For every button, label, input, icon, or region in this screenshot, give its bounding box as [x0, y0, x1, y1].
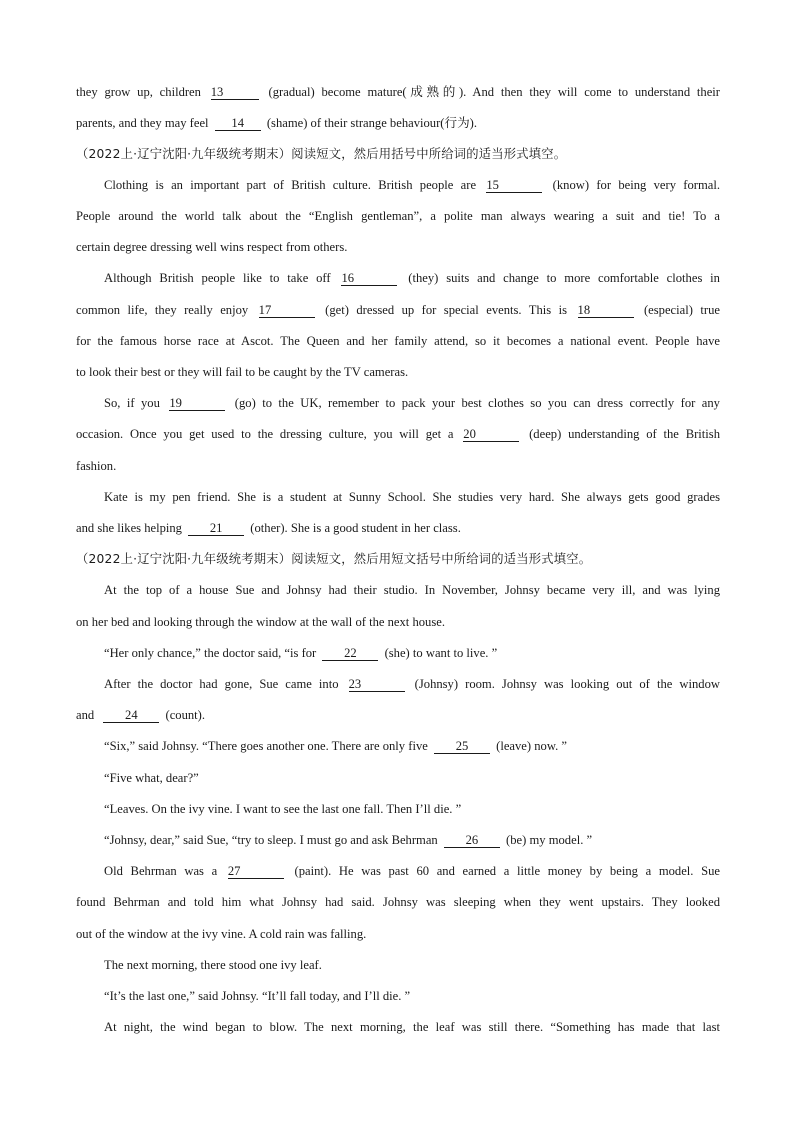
text-segment: After the doctor had gone, Sue came into	[104, 677, 339, 691]
text-line: on her bed and looking through the window at the wall of the next house.	[76, 615, 445, 629]
answer-blank-21: 21	[188, 522, 244, 536]
text-segment: parents, and they may feel	[76, 116, 209, 130]
text-segment: (count).	[165, 708, 206, 722]
text-line	[104, 738, 720, 754]
text-line	[104, 395, 720, 411]
text-line	[104, 832, 720, 848]
answer-blank-20: 20	[463, 428, 519, 442]
text-line: certain degree dressing well wins respect from others.	[76, 240, 348, 254]
text-line	[76, 707, 720, 723]
text-segment: Clothing is an important part of British culture. British people are	[104, 178, 477, 192]
text-segment: (other). She is a good student in her class.	[250, 521, 461, 535]
text-segment: common life, they really enjoy	[76, 303, 249, 317]
text-line: found Behrman and told him what Johnsy had said. Johnsy was sleeping when they went upstairs. They looked	[76, 895, 720, 909]
answer-blank-19: 19	[169, 397, 225, 411]
text-segment: “Six,” said Johnsy. “There goes another one. There are only five	[104, 739, 428, 753]
text-segment: (gradual) become mature(成熟的). And then they will come to understand their	[268, 85, 720, 99]
text-line	[104, 676, 720, 692]
text-line	[76, 520, 720, 536]
text-line: The next morning, there stood one ivy leaf.	[104, 958, 322, 972]
text-segment: they grow up, children	[76, 85, 201, 99]
text-line: Kate is my pen friend. She is a student at Sunny School. She studies very hard. She always gets good grades	[104, 490, 720, 504]
text-segment: (know) for being very formal.	[552, 178, 721, 192]
text-line: “It’s the last one,” said Johnsy. “It’ll fall today, and I’ll die. ”	[104, 989, 411, 1003]
answer-blank-26: 26	[444, 834, 500, 848]
text-segment: (paint). He was past 60 and earned a little money by being a model. Sue	[294, 864, 720, 878]
answer-blank-18: 18	[578, 304, 634, 318]
answer-blank-23: 23	[349, 678, 405, 692]
section-heading: （2022上·辽宁沈阳·九年级统考期末）阅读短文，然后用括号中所给词的适当形式填空。	[76, 147, 567, 161]
answer-blank-14: 14	[215, 117, 261, 131]
text-segment: (deep) understanding of the British	[529, 427, 720, 441]
text-line: out of the window at the ivy vine. A cold rain was falling.	[76, 927, 367, 941]
text-line	[104, 270, 720, 286]
text-segment: occasion. Once you get used to the dressing culture, you will get a	[76, 427, 454, 441]
text-line	[104, 177, 720, 193]
section-heading: （2022上·辽宁沈阳·九年级统考期末）阅读短文，然后用短文括号中所给词的适当形式填空。	[76, 552, 592, 566]
text-segment: Although British people like to take off	[104, 271, 331, 285]
answer-blank-13: 13	[211, 86, 259, 100]
answer-blank-22: 22	[322, 647, 378, 661]
answer-blank-15: 15	[486, 179, 542, 193]
text-line: “Leaves. On the ivy vine. I want to see the last one fall. Then I’ll die. ”	[104, 802, 462, 816]
answer-blank-25: 25	[434, 740, 490, 754]
text-segment: (get) dressed up for special events. This is	[325, 303, 568, 317]
text-line	[76, 426, 720, 442]
text-line	[76, 302, 720, 318]
answer-blank-16: 16	[341, 272, 397, 286]
text-line: fashion.	[76, 459, 117, 473]
text-segment: (she) to want to live. ”	[384, 646, 498, 660]
text-segment: (especial) true	[643, 303, 720, 317]
text-line: “Five what, dear?”	[104, 771, 199, 785]
text-segment: “Johnsy, dear,” said Sue, “try to sleep. I must go and ask Behrman	[104, 833, 438, 847]
answer-blank-17: 17	[259, 304, 315, 318]
text-line	[104, 645, 720, 661]
text-segment: and she likes helping	[76, 521, 182, 535]
text-segment: (go) to the UK, remember to pack your best clothes so you can dress correctly for any	[234, 396, 720, 410]
text-segment: So, if you	[104, 396, 160, 410]
text-line	[104, 863, 720, 879]
text-segment: and	[76, 708, 95, 722]
text-line: At the top of a house Sue and Johnsy had their studio. In November, Johnsy became very ill, and was lying	[104, 583, 720, 597]
text-line: People around the world talk about the “English gentleman”, a polite man always wearing a suit and tie! To a	[76, 209, 720, 223]
text-line: At night, the wind began to blow. The next morning, the leaf was still there. “Something has made that last	[104, 1020, 720, 1034]
text-segment: Old Behrman was a	[104, 864, 218, 878]
text-line	[76, 84, 720, 100]
text-segment: (be) my model. ”	[506, 833, 593, 847]
answer-blank-24: 24	[103, 709, 159, 723]
text-line	[76, 115, 720, 131]
text-line: to look their best or they will fail to be caught by the TV cameras.	[76, 365, 409, 379]
text-segment: (they) suits and change to more comfortable clothes in	[408, 271, 720, 285]
text-line: for the famous horse race at Ascot. The Queen and her family attend, so it becomes a national event. People have	[76, 334, 720, 348]
text-segment: (shame) of their strange behaviour(行为).	[266, 116, 478, 130]
answer-blank-27: 27	[228, 865, 284, 879]
text-segment: (Johnsy) room. Johnsy was looking out of the window	[414, 677, 720, 691]
text-segment: “Her only chance,” the doctor said, “is for	[104, 646, 317, 660]
text-segment: (leave) now. ”	[496, 739, 567, 753]
